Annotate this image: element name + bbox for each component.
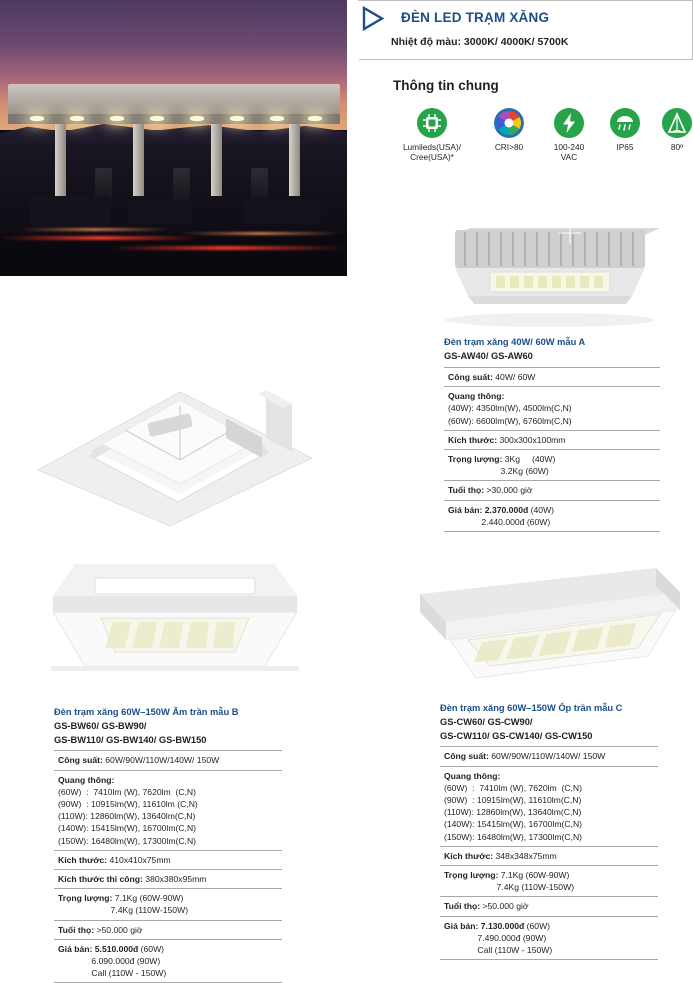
spec-cell: Tuổi thọ: >30.000 giờ xyxy=(444,481,660,500)
photo-car xyxy=(128,200,192,224)
feature-beam-angle xyxy=(651,108,693,153)
spec-row xyxy=(54,889,282,920)
product-name: Đèn trạm xăng 60W–150W Âm trần mẫu B xyxy=(54,707,239,717)
page-header xyxy=(359,0,693,60)
photo-canopy-lamp xyxy=(110,116,124,121)
feature-ip65 xyxy=(599,108,651,153)
color-wheel-icon xyxy=(494,108,524,138)
rain-shield-icon xyxy=(610,108,640,138)
product-name: Đèn trạm xăng 40W/ 60W mẫu A xyxy=(444,337,586,347)
canopy-light-model-b-photo xyxy=(30,330,320,530)
spec-row xyxy=(444,481,660,500)
feature-label: CRI>80 xyxy=(494,142,524,152)
photo-canopy-underside xyxy=(8,114,340,124)
spec-row xyxy=(440,846,658,865)
photo-canopy-lamp xyxy=(270,116,284,121)
beam-angle-icon xyxy=(662,108,692,138)
product-codes: GS-CW60/ GS-CW90/ GS-CW110/ GS-CW140/ GS-CW150 xyxy=(440,717,593,741)
canopy-light-model-a-photo xyxy=(420,200,680,330)
feature-icon-row xyxy=(385,108,685,168)
spec-cell: Công suất: 60W/90W/110W/140W/ 150W xyxy=(440,747,658,766)
photo-pillar xyxy=(55,124,66,196)
spec-row xyxy=(440,897,658,916)
spec-cell: Kích thước: 410x410x75mm xyxy=(54,850,282,869)
spec-row xyxy=(440,916,658,960)
photo-pillar xyxy=(133,124,144,196)
spec-row xyxy=(54,939,282,983)
photo-canopy-lamp xyxy=(190,116,204,121)
color-temperature-note: Nhiệt độ màu: 3000K/ 4000K/ 5700K xyxy=(391,36,569,48)
spec-cell: Trọng lượng: 3Kg (40W) 3.2Kg (60W) xyxy=(444,449,660,480)
feature-label: IP65 xyxy=(616,142,634,152)
photo-canopy-lamp xyxy=(230,116,244,121)
spec-row xyxy=(444,500,660,531)
spec-block-model-a xyxy=(444,336,660,532)
spec-row xyxy=(440,747,658,766)
spec-cell: Quang thông: (60W) : 7410lm (W), 7620lm (C,N) (90W) : 10915lm(W), 11610lm (C,N) (110W): 12860lm(W), 13640lm(C,N) (140W): 15415lm(W), 16700lm(C,N) (150W): 16480lm(W), 17300lm(C,N) xyxy=(54,770,282,850)
spec-cell: Kích thước: 348x348x75mm xyxy=(440,846,658,865)
spec-row xyxy=(440,766,658,846)
photo-car xyxy=(30,196,110,226)
spec-row xyxy=(444,367,660,386)
feature-label: 100-240 VAC xyxy=(553,142,585,162)
spec-cell: Tuổi thọ: >50.000 giờ xyxy=(54,920,282,939)
photo-light-trail xyxy=(180,232,340,235)
spec-table xyxy=(440,746,658,960)
spec-cell-price: Giá bán: 5.510.000đ (60W) 6.090.000đ (90W) Call (110W - 150W) xyxy=(54,939,282,983)
photo-pillar xyxy=(211,124,222,196)
photo-canopy-lamp xyxy=(30,116,44,121)
photo-light-trail xyxy=(20,228,170,231)
arrow-marker-icon xyxy=(358,0,394,35)
spec-cell: Trọng lượng: 7.1Kg (60W-90W) 7.4Kg (110W-150W) xyxy=(54,889,282,920)
spec-table xyxy=(444,367,660,532)
spec-block-model-b xyxy=(54,706,282,983)
spec-cell: Kích thước thi công: 380x380x95mm xyxy=(54,870,282,889)
spec-cell: Tuổi thọ: >50.000 giờ xyxy=(440,897,658,916)
feature-voltage xyxy=(539,108,599,162)
spec-cell: Quang thông: (40W): 4350lm(W), 4500lm(C,N) (60W): 6600lm(W), 6760lm(C,N) xyxy=(444,387,660,431)
spec-cell-price: Giá bán: 2.370.000đ (40W) 2.440.000đ (60W) xyxy=(444,500,660,531)
spec-row xyxy=(444,387,660,431)
photo-fuel-pump xyxy=(251,168,268,202)
photo-canopy xyxy=(8,84,340,114)
feature-chip xyxy=(385,108,479,162)
spec-row xyxy=(54,920,282,939)
spec-row xyxy=(54,850,282,869)
general-info-title: Thông tin chung xyxy=(393,78,499,93)
spec-cell: Kích thước: 300x300x100mm xyxy=(444,430,660,449)
photo-pillar xyxy=(289,124,300,196)
product-codes: GS-BW60/ GS-BW90/ GS-BW110/ GS-BW140/ GS-BW150 xyxy=(54,721,207,745)
spec-row xyxy=(444,430,660,449)
photo-canopy-lamp xyxy=(70,116,84,121)
spec-row xyxy=(54,751,282,770)
canopy-light-model-c-photo xyxy=(398,548,688,688)
spec-row xyxy=(54,770,282,850)
photo-canopy-lamp xyxy=(150,116,164,121)
product-name: Đèn trạm xăng 60W–150W Ốp trần mẫu C xyxy=(440,703,623,713)
feature-label: Lumileds(USA)/ Cree(USA)* xyxy=(402,142,462,162)
spec-cell: Công suất: 40W/ 60W xyxy=(444,367,660,386)
photo-canopy-lamp xyxy=(308,116,322,121)
product-codes: GS-AW40/ GS-AW60 xyxy=(444,351,533,362)
spec-row xyxy=(444,449,660,480)
photo-light-trail xyxy=(110,246,345,250)
spec-block-model-c xyxy=(440,702,658,960)
photo-light-trail xyxy=(0,236,200,240)
page-title: ĐÈN LED TRẠM XĂNG xyxy=(401,10,550,25)
photo-road xyxy=(0,234,347,276)
voltage-icon xyxy=(554,108,584,138)
feature-label: 80º xyxy=(670,142,684,152)
spec-table xyxy=(54,750,282,983)
spec-cell: Trọng lượng: 7.1Kg (60W-90W) 7.4Kg (110W-150W) xyxy=(440,866,658,897)
spec-cell: Quang thông: (60W) : 7410lm (W), 7620lm (C,N) (90W) : 10915lm(W), 11610lm(C,N) (110W): 12860lm(W), 13640lm(C,N) (140W): 15415lm(W), 16700lm(C,N) (150W): 16480lm(W), 17300lm(C,N) xyxy=(440,766,658,846)
spec-row xyxy=(440,866,658,897)
canopy-light-model-b-bottom-photo xyxy=(35,548,315,688)
feature-cri xyxy=(479,108,539,153)
spec-row xyxy=(54,870,282,889)
spec-cell-price: Giá bán: 7.130.000đ (60W) 7.490.000đ (90W) Call (110W - 150W) xyxy=(440,916,658,960)
chip-icon xyxy=(417,108,447,138)
gas-station-photo xyxy=(0,0,347,276)
spec-cell: Công suất: 60W/90W/110W/140W/ 150W xyxy=(54,751,282,770)
photo-car xyxy=(243,198,321,224)
photo-fuel-pump xyxy=(173,168,190,202)
